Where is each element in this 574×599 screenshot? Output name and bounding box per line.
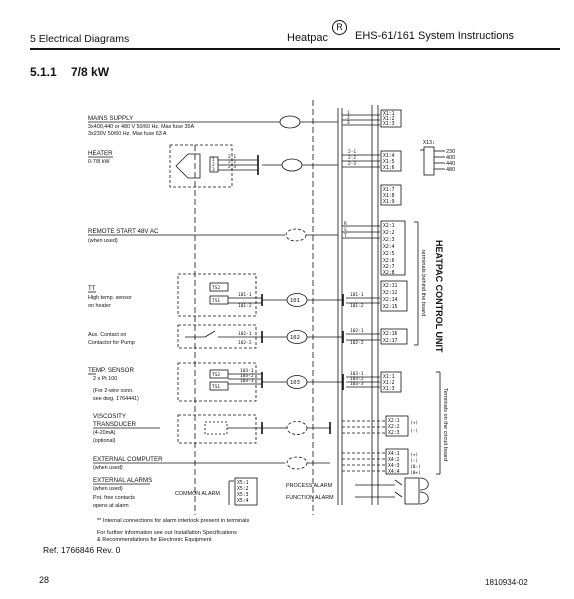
- visc-sign-plus: (+): [410, 421, 419, 426]
- process-alarm-label: PROCESS ALARM: [286, 483, 333, 489]
- temp-line1: 2 x Pt 100: [93, 376, 118, 382]
- mains-wire-2: 2: [347, 116, 350, 121]
- tt-wire-1: 101-1: [238, 293, 252, 298]
- mains-line2: 3x230V 50/60 Hz. Max fuse 63 A: [88, 131, 167, 137]
- temp-line3: see dwg. 1764441): [93, 396, 139, 402]
- heater-mark-3: 3: [212, 168, 215, 173]
- heater-mark-1: 1: [212, 158, 215, 163]
- terminal-x2-17: X2:17: [383, 339, 398, 344]
- terminal-x1-5: X1:5: [383, 160, 395, 165]
- terminal-x5-4: X5:4: [237, 499, 249, 504]
- alarms-line1: (when used): [93, 486, 123, 492]
- x13-volt-400: 400: [446, 155, 456, 161]
- heater-wire-r-3: 2-3: [348, 162, 357, 167]
- tt-mark-ts2: TS2: [212, 286, 221, 291]
- document-title: EHS-61/161 System Instructions: [355, 30, 514, 42]
- terminal-x2-11: X2:11: [383, 284, 398, 289]
- section-number: 5.1.1: [30, 65, 57, 79]
- heater-sub: 0-7/8 kW: [88, 159, 110, 165]
- terminal-x2-visc-2: X2:2: [388, 425, 400, 430]
- terminal-x5-1: X5:1: [237, 481, 249, 486]
- mains-line1: 3x400,440 or 480 V 50/60 Hz. Max fuse 35A: [88, 124, 195, 130]
- sensor-wire-1: 103-1: [240, 369, 254, 374]
- temp-line2: (For 2-wire conn.: [93, 388, 134, 394]
- mains-title: MAINS SUPPLY: [88, 115, 134, 122]
- note-recommendations: & Recommendations for Electronic Equipment: [97, 537, 212, 543]
- node-103: 103: [290, 380, 300, 386]
- sensor-wire-r-1: 103-1: [350, 372, 364, 377]
- heater-wire-r-2: 2-2: [348, 156, 357, 161]
- visc-line1: (4-20mA): [93, 430, 116, 436]
- terminal-x1-3: X1:3: [383, 122, 395, 127]
- terminal-x2-visc-3: X2:3: [388, 431, 400, 436]
- sensor-wire-r-2: 103-2: [350, 377, 364, 382]
- tt-mark-ts1: TS1: [212, 299, 221, 304]
- heater-wire-2: 2-2: [228, 160, 237, 165]
- terminal-x2-14: X2:14: [383, 298, 398, 303]
- terminal-x1-9: X1:9: [383, 200, 395, 205]
- terminal-sensor-x1-1: X1:1: [383, 375, 395, 380]
- heater-mark-2: 2: [212, 163, 215, 168]
- alarms-line2: Pot. free contacts: [93, 495, 135, 501]
- common-alarm-label: COMMON ALARM: [175, 491, 220, 497]
- computer-sub: (when used): [93, 465, 123, 471]
- aux-wire-r-1: 102-1: [350, 329, 364, 334]
- terminal-x2-6: X2:6: [383, 259, 395, 264]
- x4-sign-3: (0-): [410, 465, 421, 470]
- tt-wire-r-1: 101-1: [350, 293, 364, 298]
- terminal-x2-2: X2:2: [383, 231, 395, 236]
- document-code: 1810934-02: [485, 578, 528, 587]
- chapter-title: 5 Electrical Diagrams: [30, 33, 130, 45]
- circuit-board-label: Terminals on the circuit board: [442, 388, 448, 462]
- terminal-x1-4: X1:4: [383, 154, 395, 159]
- terminal-x1-7: X1:7: [383, 188, 395, 193]
- heater-title: HEATER: [88, 150, 113, 157]
- heater-wire-r-1: 2-1: [348, 150, 357, 155]
- page-number: 28: [39, 575, 50, 585]
- aux-wire-1: 102-1: [238, 332, 252, 337]
- terminal-x4-4: X4:4: [388, 470, 400, 475]
- visc-title1: VISCOSITY: [93, 413, 127, 420]
- terminal-x2-8: X2:8: [383, 271, 395, 276]
- section-title: 7/8 kW: [71, 65, 110, 79]
- x4-sign-1: (+): [410, 453, 419, 458]
- terminal-x2-16: X2:16: [383, 332, 398, 337]
- aux-line1: Aux. Contact on: [88, 332, 127, 338]
- aux-line2: Contactor for Pump: [88, 340, 135, 346]
- sensor-wire-2: 103-2: [240, 374, 254, 379]
- terminal-x1-1: X1:1: [383, 112, 395, 117]
- terminal-x2-1: X2:1: [383, 224, 395, 229]
- temp-title: TEMP. SENSOR: [88, 367, 134, 374]
- note-further-info: For further information see our Installation Specifications: [97, 530, 237, 536]
- sensor-wire-r-3: 103-3: [350, 382, 364, 387]
- sensor-wire-3: 103-3: [240, 379, 254, 384]
- aux-wire-2: 102-2: [238, 341, 252, 346]
- terminal-x2-7: X2:7: [383, 265, 395, 270]
- x13-volt-440: 440: [446, 161, 456, 167]
- alarms-title: EXTERNAL ALARMS: [93, 477, 153, 484]
- tt-wire-r-2: 101-2: [350, 304, 364, 309]
- terminal-sensor-x1-3: X1:3: [383, 387, 395, 392]
- x13-label: X13:: [423, 140, 436, 146]
- terminal-x2-4: X2:4: [383, 245, 395, 250]
- control-unit-label: HEATPAC CONTROL UNIT: [434, 240, 444, 353]
- registered-mark-icon: R: [332, 20, 347, 35]
- terminal-x5-3: X5:3: [237, 493, 249, 498]
- visc-sign-minus: (-): [410, 429, 419, 434]
- terminal-x2-3: X2:3: [383, 238, 395, 243]
- node-101: 101: [290, 298, 300, 304]
- alarms-line3: opens at alarm: [93, 503, 129, 509]
- terminal-x2-visc-1: X2:1: [388, 419, 400, 424]
- remote-wire-r: R: [344, 222, 347, 227]
- tt-line2: on heater: [88, 303, 111, 309]
- behind-board-label: terminals behind the board: [420, 250, 426, 317]
- visc-title2: TRANSDUCER: [93, 421, 136, 428]
- remote-title: REMOTE START 48V AC: [88, 228, 159, 235]
- terminal-x4-2: X4:2: [388, 458, 400, 463]
- terminal-x4-3: X4:3: [388, 464, 400, 469]
- sensor-mark-ts2: TS2: [212, 373, 221, 378]
- computer-title: EXTERNAL COMPUTER: [93, 456, 163, 463]
- terminal-x4-1: X4:1: [388, 452, 400, 457]
- x13-volt-480: 480: [446, 167, 456, 173]
- terminal-sensor-x1-2: X1:2: [383, 381, 395, 386]
- heater-wire-1: 2-1: [228, 155, 237, 160]
- terminal-x2-12: X2:12: [383, 291, 398, 296]
- brand-name: Heatpac: [287, 32, 328, 44]
- terminal-x1-6: X1:6: [383, 166, 395, 171]
- remote-wire-t: T: [344, 234, 347, 239]
- tt-title: TT: [88, 285, 96, 292]
- tt-line1: High temp. sensor: [88, 295, 132, 301]
- tt-wire-2: 101-2: [238, 304, 252, 309]
- terminal-x2-15: X2:15: [383, 305, 398, 310]
- x13-volt-230: 230: [446, 149, 456, 155]
- aux-wire-r-2: 102-2: [350, 341, 364, 346]
- terminal-x5-2: X5:2: [237, 487, 249, 492]
- terminal-x1-8: X1:8: [383, 194, 395, 199]
- reference-number: Ref. 1766846 Rev. 0: [43, 545, 121, 555]
- terminal-x2-5: X2:5: [383, 252, 395, 257]
- x4-sign-4: (0+): [410, 471, 421, 476]
- remote-terminals: [383, 223, 395, 276]
- function-alarm-label: FUNCTION ALARM: [286, 495, 334, 501]
- mains-wire-3: 3: [347, 121, 350, 126]
- x4-sign-2: (-): [410, 459, 419, 464]
- remote-sub: (when used): [88, 238, 118, 244]
- mains-wire-1: 1: [347, 111, 350, 116]
- terminal-x1-2: X1:2: [383, 117, 395, 122]
- visc-line2: (optional): [93, 438, 116, 444]
- remote-wire-s: S: [344, 228, 347, 233]
- sensor-mark-ts1: TS1: [212, 385, 221, 390]
- node-102: 102: [290, 335, 300, 341]
- note-interlock: ** Internal connections for alarm interlock present in terminals: [97, 518, 250, 524]
- heater-wire-3: 2-3: [228, 165, 237, 170]
